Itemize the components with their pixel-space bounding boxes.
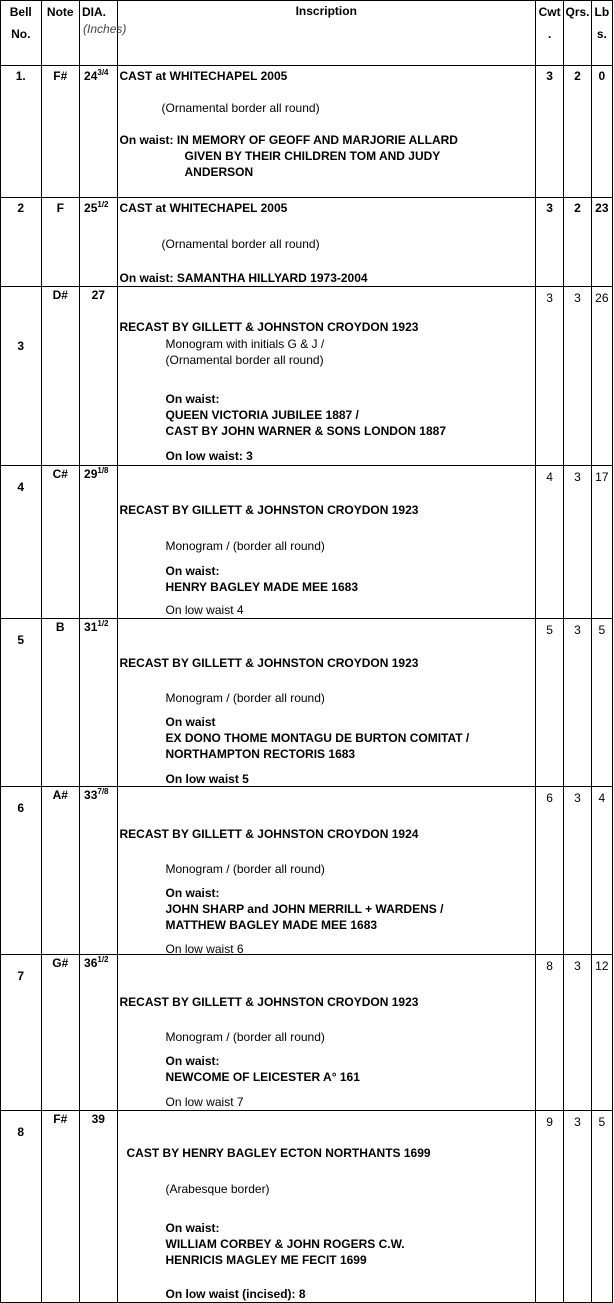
qrs-cell bbox=[564, 619, 591, 787]
header-cwt bbox=[535, 1, 563, 66]
cwt-cell bbox=[535, 1111, 563, 1303]
bell-number-cell bbox=[1, 955, 42, 1111]
inscription-line: ANDERSON bbox=[184, 165, 254, 179]
inscription-line: RECAST BY GILLETT & JOHNSTON CROYDON 1923 bbox=[119, 656, 419, 670]
bell-note: F# bbox=[53, 69, 68, 83]
inscription-cell bbox=[117, 955, 535, 1111]
bell-diameter bbox=[80, 1112, 116, 1126]
dia-fraction: 1/2 bbox=[97, 200, 109, 209]
inscription-line: On waist: bbox=[165, 886, 220, 900]
inscription-text bbox=[118, 1111, 535, 1302]
dia-whole: 36 bbox=[84, 956, 98, 970]
note-cell bbox=[41, 1111, 80, 1303]
inscription-line: On waist: bbox=[165, 564, 220, 578]
bell-diameter bbox=[80, 788, 116, 802]
lb-cell bbox=[591, 466, 612, 619]
bell-number: 2 bbox=[17, 201, 25, 215]
inscription-line: NORTHAMPTON RECTORIS 1683 bbox=[165, 747, 356, 761]
cwt-cell bbox=[535, 466, 563, 619]
dia-whole: 33 bbox=[84, 788, 98, 802]
dia-fraction: 7/8 bbox=[97, 787, 109, 796]
header-inscription-label: Inscription bbox=[295, 4, 357, 18]
header-row bbox=[1, 1, 613, 66]
cwt-cell bbox=[535, 198, 563, 287]
inscription-cell bbox=[117, 787, 535, 955]
bell-cwt: 4 bbox=[546, 470, 553, 484]
inscription-line: (Ornamental border all round) bbox=[161, 237, 320, 251]
inscription-line: On waist: SAMANTHA HILLYARD 1973-2004 bbox=[119, 271, 368, 285]
bell-note: F# bbox=[53, 1112, 68, 1126]
inscription-line: RECAST BY GILLETT & JOHNSTON CROYDON 1923 bbox=[119, 503, 419, 517]
bell-note: D# bbox=[52, 288, 68, 302]
inscription-line: HENRICIS MAGLEY ME FECIT 1699 bbox=[165, 1253, 367, 1267]
cwt-cell bbox=[535, 619, 563, 787]
bell-row bbox=[1, 466, 613, 619]
inscription-line: (Ornamental border all round) bbox=[161, 101, 320, 115]
cwt-cell bbox=[535, 955, 563, 1111]
bell-cwt: 3 bbox=[546, 201, 553, 215]
inscription-line: On low waist 4 bbox=[165, 603, 244, 617]
lb-cell bbox=[591, 287, 612, 466]
header-cwt-label: Cwt bbox=[538, 5, 561, 19]
qrs-cell bbox=[564, 1111, 591, 1303]
note-cell bbox=[41, 955, 80, 1111]
note-cell bbox=[41, 66, 80, 198]
bell-number-cell bbox=[1, 619, 42, 787]
inscription-line: JOHN SHARP and JOHN MERRILL + WARDENS / bbox=[165, 902, 444, 916]
dia-fraction: 1/2 bbox=[97, 955, 109, 964]
inscription-line: On waist bbox=[165, 715, 216, 729]
inscription-line: EX DONO THOME MONTAGU DE BURTON COMITAT / bbox=[165, 731, 470, 745]
bell-note: A# bbox=[52, 788, 68, 802]
qrs-cell bbox=[564, 66, 591, 198]
qrs-cell bbox=[564, 198, 591, 287]
bell-cwt: 5 bbox=[546, 623, 553, 637]
dia-whole: 39 bbox=[91, 1112, 105, 1126]
inscription-line: WILLIAM CORBEY & JOHN ROGERS C.W. bbox=[165, 1237, 405, 1251]
bell-diameter bbox=[80, 201, 116, 215]
lb-cell bbox=[591, 787, 612, 955]
dia-whole: 31 bbox=[84, 620, 98, 634]
header-bell-label: Bell bbox=[9, 5, 32, 19]
inscription-text bbox=[118, 66, 535, 197]
inscription-line: RECAST BY GILLETT & JOHNSTON CROYDON 1924 bbox=[119, 827, 419, 841]
bell-row bbox=[1, 619, 613, 787]
inscription-line: QUEEN VICTORIA JUBILEE 1887 / bbox=[165, 408, 359, 422]
header-dia-unit: (Inches) bbox=[83, 22, 127, 36]
qrs-cell bbox=[564, 787, 591, 955]
header-qrs bbox=[564, 1, 591, 66]
bell-diameter bbox=[80, 956, 116, 970]
bell-lb: 5 bbox=[598, 1115, 606, 1129]
bell-number: 7 bbox=[17, 969, 25, 983]
lb-cell bbox=[591, 66, 612, 198]
dia-fraction: 1/2 bbox=[97, 619, 109, 628]
dia-cell bbox=[80, 198, 117, 287]
inscription-line: On low waist (incised): 8 bbox=[165, 1287, 306, 1301]
bell-qrs: 3 bbox=[574, 791, 581, 805]
header-qrs-label: Qrs. bbox=[565, 5, 590, 19]
inscription-line: On low waist: 3 bbox=[165, 449, 253, 463]
inscription-cell bbox=[117, 466, 535, 619]
header-note bbox=[41, 1, 80, 66]
bell-lb: 5 bbox=[598, 623, 606, 637]
inscription-text bbox=[118, 787, 535, 954]
bell-note: G# bbox=[52, 956, 69, 970]
header-note-label: Note bbox=[46, 5, 74, 19]
inscription-line: On waist: IN MEMORY OF GEOFF AND MARJORIE ALLARD bbox=[119, 133, 458, 147]
header-lb bbox=[591, 1, 612, 66]
bell-number-cell bbox=[1, 787, 42, 955]
inscription-line: CAST at WHITECHAPEL 2005 bbox=[119, 201, 288, 215]
bell-row bbox=[1, 1111, 613, 1303]
bell-number-cell bbox=[1, 466, 42, 619]
inscription-text bbox=[118, 466, 535, 618]
lb-cell bbox=[591, 198, 612, 287]
cwt-cell bbox=[535, 66, 563, 198]
qrs-cell bbox=[564, 466, 591, 619]
inscription-line: NEWCOME OF LEICESTER A° 161 bbox=[165, 1070, 360, 1084]
inscription-text bbox=[118, 955, 535, 1110]
inscription-line: HENRY BAGLEY MADE MEE 1683 bbox=[165, 580, 358, 594]
dia-whole: 29 bbox=[84, 467, 98, 481]
inscription-text bbox=[118, 287, 535, 465]
inscription-text bbox=[118, 198, 535, 286]
bell-row bbox=[1, 66, 613, 198]
bell-lb: 0 bbox=[598, 69, 606, 83]
dia-fraction: 1/8 bbox=[97, 466, 109, 475]
inscription-line: (Arabesque border) bbox=[165, 1182, 270, 1196]
bell-diameter bbox=[80, 69, 116, 83]
header-lb-label: Lb bbox=[594, 5, 610, 19]
inscription-text bbox=[118, 619, 535, 786]
dia-cell bbox=[80, 287, 117, 466]
inscription-line: On waist: bbox=[165, 1054, 220, 1068]
dia-whole: 27 bbox=[91, 288, 105, 302]
cwt-cell bbox=[535, 787, 563, 955]
dia-cell bbox=[80, 955, 117, 1111]
bell-note: F bbox=[56, 201, 64, 215]
bell-qrs: 3 bbox=[574, 470, 581, 484]
bell-lb: 26 bbox=[595, 291, 609, 305]
qrs-cell bbox=[564, 955, 591, 1111]
bell-row bbox=[1, 198, 613, 287]
bell-number: 5 bbox=[17, 633, 25, 647]
note-cell bbox=[41, 787, 80, 955]
inscription-line: RECAST BY GILLETT & JOHNSTON CROYDON 1923 bbox=[119, 995, 419, 1009]
inscription-line: Monogram / (border all round) bbox=[165, 862, 325, 876]
bell-cwt: 8 bbox=[546, 959, 553, 973]
bell-cwt: 6 bbox=[546, 791, 553, 805]
inscription-cell bbox=[117, 1111, 535, 1303]
dia-cell bbox=[80, 787, 117, 955]
dia-cell bbox=[80, 619, 117, 787]
lb-cell bbox=[591, 1111, 612, 1303]
bell-row bbox=[1, 287, 613, 466]
header-dia bbox=[80, 1, 127, 66]
inscription-line: Monogram with initials G & J / bbox=[165, 337, 325, 351]
dia-fraction: 3/4 bbox=[97, 68, 109, 77]
inscription-line: On waist: bbox=[165, 1221, 220, 1235]
inscription-line: MATTHEW BAGLEY MADE MEE 1683 bbox=[165, 918, 378, 932]
dia-cell bbox=[80, 66, 117, 198]
header-inscription bbox=[117, 1, 535, 66]
bell-lb: 4 bbox=[598, 791, 606, 805]
inscription-cell bbox=[117, 198, 535, 287]
bell-lb: 12 bbox=[595, 959, 609, 973]
note-cell bbox=[41, 287, 80, 466]
inscription-line: Monogram / (border all round) bbox=[165, 691, 325, 705]
bell-number-cell bbox=[1, 1111, 42, 1303]
bell-cwt: 3 bbox=[546, 69, 553, 83]
inscription-cell bbox=[117, 619, 535, 787]
qrs-cell bbox=[564, 287, 591, 466]
inscription-line: Monogram / (border all round) bbox=[165, 539, 325, 553]
inscription-line: On waist: bbox=[165, 392, 220, 406]
bell-number-cell bbox=[1, 66, 42, 198]
bell-row bbox=[1, 787, 613, 955]
bell-lb: 17 bbox=[595, 470, 609, 484]
bell-cwt: 9 bbox=[546, 1115, 553, 1129]
bell-row bbox=[1, 955, 613, 1111]
dia-cell bbox=[80, 466, 117, 619]
bell-qrs: 3 bbox=[574, 959, 581, 973]
bell-qrs: 3 bbox=[574, 623, 581, 637]
lb-cell bbox=[591, 619, 612, 787]
bell-cwt: 3 bbox=[546, 291, 553, 305]
bell-qrs: 2 bbox=[574, 201, 581, 215]
bell-diameter bbox=[80, 288, 116, 302]
bell-number: 3 bbox=[17, 339, 25, 353]
dia-whole: 24 bbox=[84, 69, 98, 83]
header-dia-label: DIA. bbox=[82, 5, 107, 19]
bell-lb: 23 bbox=[595, 201, 609, 215]
inscription-cell bbox=[117, 287, 535, 466]
bell-qrs: 3 bbox=[574, 291, 581, 305]
inscription-line: On low waist 6 bbox=[165, 942, 244, 956]
note-cell bbox=[41, 619, 80, 787]
inscription-cell bbox=[117, 66, 535, 198]
bell-diameter bbox=[80, 620, 116, 634]
bell-number: 6 bbox=[17, 801, 25, 815]
note-cell bbox=[41, 466, 80, 619]
header-cwt-dot: . bbox=[547, 27, 552, 41]
bell-diameter bbox=[80, 467, 116, 481]
inscription-line: Monogram / (border all round) bbox=[165, 1030, 325, 1044]
bell-number-cell bbox=[1, 287, 42, 466]
inscription-line: (Ornamental border all round) bbox=[165, 353, 324, 367]
inscription-line: CAST BY JOHN WARNER & SONS LONDON 1887 bbox=[165, 424, 446, 438]
inscription-line: CAST BY HENRY BAGLEY ECTON NORTHANTS 1699 bbox=[126, 1146, 431, 1160]
bell-number: 8 bbox=[17, 1125, 25, 1139]
header-lb-s: s. bbox=[596, 27, 607, 41]
note-cell bbox=[41, 198, 80, 287]
bell-number: 1. bbox=[15, 69, 26, 83]
bell-qrs: 3 bbox=[574, 1115, 581, 1129]
header-bell-no bbox=[1, 1, 42, 66]
lb-cell bbox=[591, 955, 612, 1111]
dia-whole: 25 bbox=[84, 201, 98, 215]
header-no-label: No. bbox=[11, 27, 31, 41]
inscription-line: CAST at WHITECHAPEL 2005 bbox=[119, 69, 288, 83]
inscription-line: GIVEN BY THEIR CHILDREN TOM AND JUDY bbox=[184, 149, 441, 163]
cwt-cell bbox=[535, 287, 563, 466]
bell-number-cell bbox=[1, 198, 42, 287]
bell-note: B bbox=[55, 620, 65, 634]
bell-note: C# bbox=[52, 467, 68, 481]
bell-number: 4 bbox=[17, 480, 25, 494]
inscription-line: On low waist 7 bbox=[165, 1095, 244, 1109]
bell-qrs: 2 bbox=[574, 69, 581, 83]
inscription-line: On low waist 5 bbox=[165, 772, 249, 786]
dia-cell bbox=[80, 1111, 117, 1303]
inscription-line: RECAST BY GILLETT & JOHNSTON CROYDON 1923 bbox=[119, 320, 419, 334]
